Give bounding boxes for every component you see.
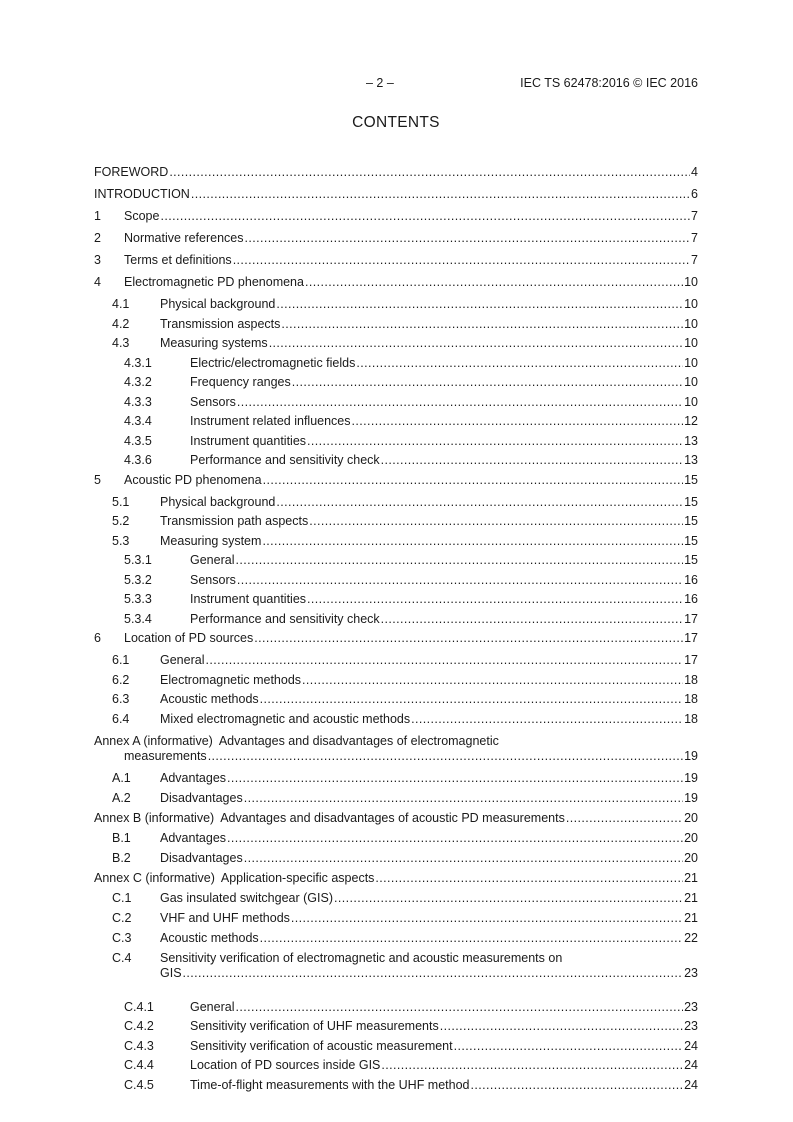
toc-entry-page: 12 [684,414,698,428]
toc-entry-number: Annex A (informative) [94,733,213,748]
toc-entry[interactable] [94,1058,698,1073]
toc-entry-number: B.2 [112,850,131,865]
toc-entry-page: 18 [684,672,698,687]
toc-leader-dots [276,495,683,510]
toc-entry-title: Sensors [190,572,236,587]
toc-leader-dots [269,336,683,351]
toc-entry-number: B.1 [112,830,131,845]
toc-entry-title: Measuring systems [160,336,268,350]
toc-leader-dots [244,851,683,866]
toc-entry-page: 10 [684,336,698,350]
toc-entry[interactable] [94,209,698,224]
toc-entry-title: Advantages and disadvantages of electromagnetic [218,733,499,748]
toc-entry-number: C.4.5 [124,1077,154,1092]
toc-leader-dots [307,434,683,449]
toc-entry-title-continued: GIS [160,965,182,980]
toc-entry-page: 15 [684,553,698,567]
toc-entry-page: 18 [684,692,698,706]
toc-entry-title: Mixed electromagnetic and acoustic methods [160,711,411,726]
toc-entry-title: Acoustic methods [160,692,259,706]
toc-entry-page: 17 [684,653,698,667]
toc-entry[interactable] [94,712,698,727]
toc-entry-page: 22 [684,930,698,945]
page-header [94,76,698,92]
toc-entry-page: 16 [684,592,698,606]
toc-entry[interactable] [94,297,698,312]
toc-entry-title: Performance and sensitivity check [190,453,380,467]
page-title: CONTENTS [352,114,440,131]
toc-entry[interactable] [94,434,698,449]
toc-leader-dots [381,612,683,627]
toc-entry-title: VHF and UHF methods [160,910,290,925]
toc-entry[interactable] [94,317,698,332]
toc-leader-dots [471,1078,684,1093]
toc-entry[interactable] [94,1000,698,1015]
toc-entry-page: 24 [684,1077,698,1092]
toc-entry-page: 23 [684,999,698,1014]
toc-entry-title: Electromagnetic PD phenomena [124,275,304,289]
toc-entry-page: 10 [684,297,698,311]
toc-entry-number: 4.3.4 [124,414,152,428]
page-number: – 2 – [366,76,394,90]
toc-entry-page: 10 [684,375,698,389]
toc-entry-number: A.2 [112,790,131,805]
toc-leader-dots [381,1058,683,1073]
toc-leader-dots [191,187,690,202]
toc-entry-number: 5.3.4 [124,611,152,626]
toc-entry[interactable] [94,734,698,764]
toc-leader-dots [292,375,683,390]
toc-entry-title: General [160,653,205,667]
toc-entry-title: Physical background [160,494,276,509]
toc-entry[interactable] [94,631,698,646]
toc-entry-title: Sensitivity verification of UHF measurements [190,1019,439,1033]
toc-entry-number: C.3 [112,930,132,945]
toc-entry[interactable] [94,1078,698,1093]
toc-entry-page: 7 [691,209,698,223]
toc-entry[interactable] [94,851,698,866]
toc-entry-title: Transmission path aspects [160,514,309,528]
toc-entry-number: 2 [94,231,101,245]
toc-entry-title: Transmission aspects [160,316,281,331]
toc-entry-number: 4.3 [112,336,130,350]
toc-leader-dots [237,573,683,588]
toc-entry-number: 4 [94,275,101,289]
toc-entry-page: 10 [684,316,698,331]
toc-entry-title: Sensitivity verification of acoustic measurement [190,1038,453,1053]
toc-entry[interactable] [94,692,698,707]
toc-entry[interactable] [94,592,698,607]
toc-entry[interactable] [94,573,698,588]
toc-entry-page: 19 [684,770,698,785]
toc-entry-page: 13 [684,433,698,448]
toc-entry-title: Physical background [160,297,276,311]
toc-entry-number: 5.2 [112,514,130,528]
toc-leader-dots [160,209,690,224]
toc-entry[interactable] [94,395,698,410]
toc-entry-page: 17 [684,611,698,626]
toc-entry-number: 5.1 [112,494,130,509]
toc-entry-page: 15 [684,533,698,548]
toc-leader-dots [260,931,683,946]
toc-entry[interactable] [94,891,698,906]
toc-leader-dots [302,673,683,688]
toc-leader-dots [375,871,683,886]
toc-leader-dots [245,231,691,246]
toc-entry-number: C.4.3 [124,1038,154,1053]
toc-entry-page: 21 [684,910,698,925]
toc-entry-number: C.4.1 [124,999,154,1014]
toc-leader-dots [254,631,683,646]
toc-entry-title: Time-of-flight measurements with the UHF method [190,1077,470,1092]
toc-entry-title: Disadvantages [160,790,243,805]
toc-entry[interactable] [94,375,698,390]
toc-leader-dots [381,453,683,468]
toc-entry-title: Instrument quantities [190,592,307,606]
toc-entry-page: 10 [684,394,698,409]
toc-entry-title: General [190,553,235,567]
toc-entry-page: 21 [684,870,698,885]
toc-entry[interactable] [94,771,698,786]
toc-entry-title: General [190,999,235,1014]
toc-entry-number: 1 [94,209,101,223]
toc-entry-title: INTRODUCTION [94,187,190,201]
toc-leader-dots [169,165,690,180]
toc-leader-dots [309,514,683,529]
toc-entry-number: 5.3.3 [124,592,152,606]
toc-entry[interactable] [94,473,698,488]
toc-entry-title: Location of PD sources inside GIS [190,1058,381,1072]
toc-entry-number: 4.2 [112,316,130,331]
toc-entry-page: 7 [691,231,698,245]
toc-entry-number: 6.2 [112,672,130,687]
toc-leader-dots [205,653,683,668]
toc-entry-title: Sensitivity verification of electromagnetic and acoustic measurements on [160,950,563,965]
toc-entry-number: C.4.4 [124,1058,154,1072]
toc-entry-number: Annex C (informative) [94,870,215,885]
toc-entry-title: Sensors [190,394,236,409]
toc-entry[interactable] [94,356,698,371]
toc-entry-page: 10 [684,275,698,289]
toc-entry-title: Normative references [124,231,244,245]
toc-entry-page: 10 [684,355,698,370]
toc-leader-dots [183,966,684,981]
toc-entry-number: 6.4 [112,711,130,726]
toc-leader-dots [262,534,683,549]
toc-entry-number: C.2 [112,910,132,925]
document-id: IEC TS 62478:2016 © IEC 2016 [520,76,698,90]
toc-entry-title: Scope [124,209,160,223]
toc-entry-page: 18 [684,711,698,726]
toc-entry-page: 6 [691,187,698,201]
toc-leader-dots [411,712,683,727]
toc-entry-page: 15 [684,514,698,528]
toc-entry-number: 5 [94,472,101,487]
toc-entry-title: Advantages [160,830,227,845]
toc-entry-page: 23 [684,1019,698,1033]
toc-entry[interactable] [94,931,698,946]
toc-entry[interactable] [94,253,698,268]
toc-entry-title: Terms et definitions [124,253,232,267]
toc-entry[interactable] [94,165,698,180]
toc-entry[interactable] [94,514,698,529]
toc-entry[interactable] [94,453,698,468]
toc-entry-number: C.1 [112,890,132,905]
toc-leader-dots [227,771,683,786]
toc-entry-page: 17 [684,631,698,645]
toc-entry-number: 4.1 [112,297,130,311]
toc-leader-dots [334,891,683,906]
toc-entry-title: Electromagnetic methods [160,672,302,687]
toc-entry-page: 13 [684,453,698,467]
toc-leader-dots [356,356,683,371]
toc-entry-number: Annex B (informative) [94,810,215,825]
toc-entry-number: 4.3.6 [124,453,152,467]
toc-entry[interactable] [94,653,698,668]
toc-entry[interactable] [94,1019,698,1034]
toc-entry[interactable] [94,673,698,688]
toc-entry-title: Application-specific aspects [220,870,375,885]
toc-entry-title: Instrument related influences [190,414,351,428]
toc-entry-page: 24 [684,1038,698,1053]
toc-leader-dots [454,1039,683,1054]
toc-entry-title: Gas insulated switchgear (GIS) [160,890,333,905]
toc-leader-dots [291,911,683,926]
toc-entry-page: 24 [684,1058,698,1072]
toc-entry-number: 6.3 [112,692,130,706]
toc-entry-number: 4.3.1 [124,355,152,370]
toc-leader-dots [281,317,683,332]
toc-entry-page: 20 [684,830,698,845]
toc-entry-page: 20 [684,850,698,865]
toc-leader-dots [237,395,683,410]
toc-entry[interactable] [94,1039,698,1054]
toc-entry-number: 6.1 [112,653,130,667]
toc-entry-page: 16 [684,572,698,587]
toc-entry-title: Advantages [160,770,227,785]
toc-entry-title: Acoustic PD phenomena [124,472,262,487]
toc-entry-title-continued: measurements [124,748,207,763]
toc-entry-page: 23 [684,965,698,980]
toc-entry-number: 5.3 [112,533,130,548]
toc-entry-number: 4.3.5 [124,433,152,448]
toc-entry-page: 7 [691,253,698,267]
toc-entry[interactable] [94,336,698,351]
toc-entry-title: Performance and sensitivity check [190,611,380,626]
toc-entry[interactable] [94,791,698,806]
toc-entry-number: 5.3.2 [124,572,152,587]
toc-entry-title: Electric/electromagnetic fields [190,355,356,370]
toc-entry-number: 6 [94,631,101,645]
toc-leader-dots [307,592,683,607]
toc-entry-page: 20 [684,810,698,825]
toc-entry[interactable] [94,187,698,202]
toc-leader-dots [235,1000,683,1015]
toc-entry[interactable] [94,811,698,826]
toc-entry-number: 5.3.1 [124,553,152,567]
toc-leader-dots [208,749,683,764]
toc-entry[interactable] [94,831,698,846]
toc-entry[interactable] [94,495,698,510]
toc-leader-dots [566,811,683,826]
toc-entry[interactable] [94,534,698,549]
toc-leader-dots [440,1019,683,1034]
toc-entry[interactable] [94,951,698,981]
toc-leader-dots [305,275,683,290]
toc-leader-dots [276,297,683,312]
toc-leader-dots [227,831,683,846]
toc-entry-page: 19 [684,748,698,763]
toc-entry[interactable] [94,231,698,246]
toc-entry-page: 19 [684,790,698,805]
toc-entry-number: C.4 [112,950,132,965]
toc-leader-dots [235,553,683,568]
toc-leader-dots [244,791,683,806]
toc-entry[interactable] [94,275,698,290]
toc-leader-dots [233,253,690,268]
toc-entry-title: FOREWORD [94,165,169,179]
toc-entry-title: Location of PD sources [124,631,254,645]
toc-entry-number: 4.3.3 [124,394,152,409]
toc-entry-title: Acoustic methods [160,930,259,945]
toc-leader-dots [263,473,684,488]
toc-entry[interactable] [94,871,698,886]
toc-entry-title: Advantages and disadvantages of acoustic PD measurements [220,810,565,825]
toc-entry-number: C.4.2 [124,1019,154,1033]
toc-entry-number: 3 [94,253,101,267]
toc-entry-title: Measuring system [160,533,262,548]
toc-entry-title: Frequency ranges [190,375,291,389]
toc-entry-page: 15 [684,494,698,509]
toc-entry-page: 4 [691,165,698,179]
toc-entry-number: A.1 [112,770,131,785]
toc-entry[interactable] [94,612,698,627]
toc-leader-dots [352,414,684,429]
toc-entry[interactable] [94,553,698,568]
toc-entry[interactable] [94,414,698,429]
toc-entry[interactable] [94,911,698,926]
toc-entry-page: 21 [684,890,698,905]
toc-entry-title: Instrument quantities [190,433,307,448]
toc-entry-title: Disadvantages [160,850,243,865]
toc-entry-number: 4.3.2 [124,375,152,389]
toc-leader-dots [260,692,683,707]
toc-entry-page: 15 [684,472,698,487]
